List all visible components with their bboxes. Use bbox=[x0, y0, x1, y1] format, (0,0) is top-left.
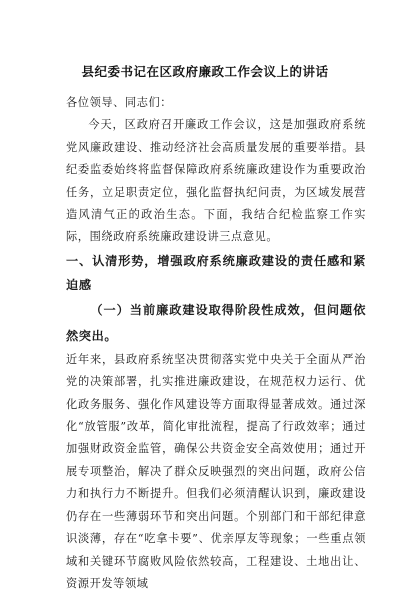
body-paragraph: 近年来，县政府系统坚决贯彻落实党中央关于全面从严治党的决策部署，扎实推进廉政建设，在规范权力运行、优化政务服务、强化作风建设等方面取得显著成效。通过深化“放管服”改革，简化审批流程，提高了行政效率；通过加强财政资金监管，确保公共资金安全高效使用；通过开展专项整治，解决了群众反映强烈的突出问题，政府公信力和执行力不断提升。但我们必须清醒认识到，廉政建设仍存在一些薄弱环节和突出问题。个别部门和干部纪律意识淡薄，存在“吃拿卡要”、优亲厚友等现象；一些重点领域和关键环节腐败风险依然较高，工程建设、土地出让、资源开发等领域 bbox=[66, 352, 366, 590]
greeting: 各位领导、同志们： bbox=[66, 96, 173, 109]
section-heading-1: 一、认清形势，增强政府系统廉政建设的责任感和紧迫感 bbox=[66, 253, 366, 292]
intro-paragraph: 今天，区政府召开廉政工作会议，这是加强政府系统党风廉政建设、推动经济社会高质量发展的重要举措。县纪委监委始终将监督保障政府系统廉政建设作为重要政治任务，立足职责定位，强化监督执纪问责，为区域发展营造风清气正的政治生态。下面，我结合纪检监察工作实际，围绕政府系统廉政建设讲三点意见。 bbox=[66, 118, 366, 244]
document-body bbox=[66, 92, 366, 595]
document-title: 县纪委书记在区政府廉政工作会议上的讲话 bbox=[81, 64, 329, 79]
subsection-heading-1: （一）当前廉政建设取得阶段性成效，但问题依然突出。 bbox=[66, 302, 366, 343]
